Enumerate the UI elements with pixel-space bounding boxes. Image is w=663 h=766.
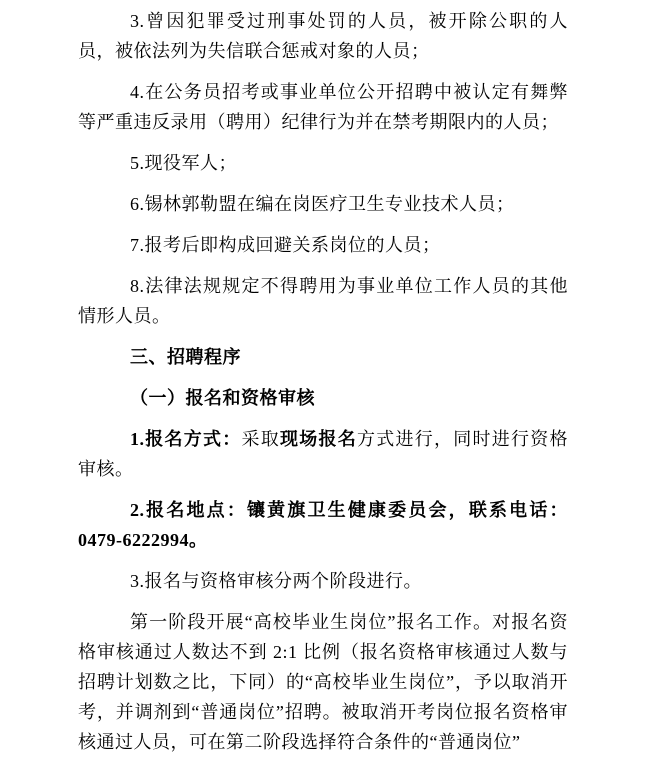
section-heading: 三、招聘程序 (130, 347, 241, 367)
list-item-7: 7.报考后即构成回避关系岗位的人员； (130, 235, 441, 255)
registration-method-text-1: 采取 (241, 429, 280, 449)
paragraph-stage-one: 第一阶段开展“高校毕业生岗位”报名工作。对报名资格审核通过人数达不到 2:1 比例（报名资格审核通过人数与招聘计划数之比，下同）的“高校毕业生岗位”，予以取消开考，并调剂到“普通岗位”招聘。被取消开考岗位报名资格审核通过人员，可在第二阶段选择符合条件的“普通岗位” (78, 612, 568, 752)
paragraph-stages-intro: 3.报名与资格审核分两个阶段进行。 (130, 571, 422, 591)
registration-method-label: 1.报名方式： (130, 429, 242, 449)
list-item-4: 4.在公务员招考或事业单位公开招聘中被认定有舞弊等严重违反录用（聘用）纪律行为并在禁考期限内的人员； (78, 82, 568, 132)
list-item-8: 8.法律法规规定不得聘用为事业单位工作人员的其他情形人员。 (78, 276, 568, 326)
subsection-heading: （一）报名和资格审核 (130, 388, 315, 408)
paragraph-registration-method (78, 424, 568, 484)
registration-method-emphasis: 现场报名 (280, 429, 357, 449)
list-item-5: 5.现役军人； (130, 153, 237, 173)
list-item-3: 3.曾因犯罪受过刑事处罚的人员，被开除公职的人员，被依法列为失信联合惩戒对象的人员； (78, 11, 568, 61)
list-item-6: 6.锡林郭勒盟在编在岗医疗卫生专业技术人员； (130, 194, 515, 214)
registration-method-text-2: 方式进行，同时进行资格审核。 (78, 429, 568, 479)
paragraph-registration-location: 2.报名地点：镶黄旗卫生健康委员会，联系电话：0479-6222994。 (78, 500, 568, 550)
